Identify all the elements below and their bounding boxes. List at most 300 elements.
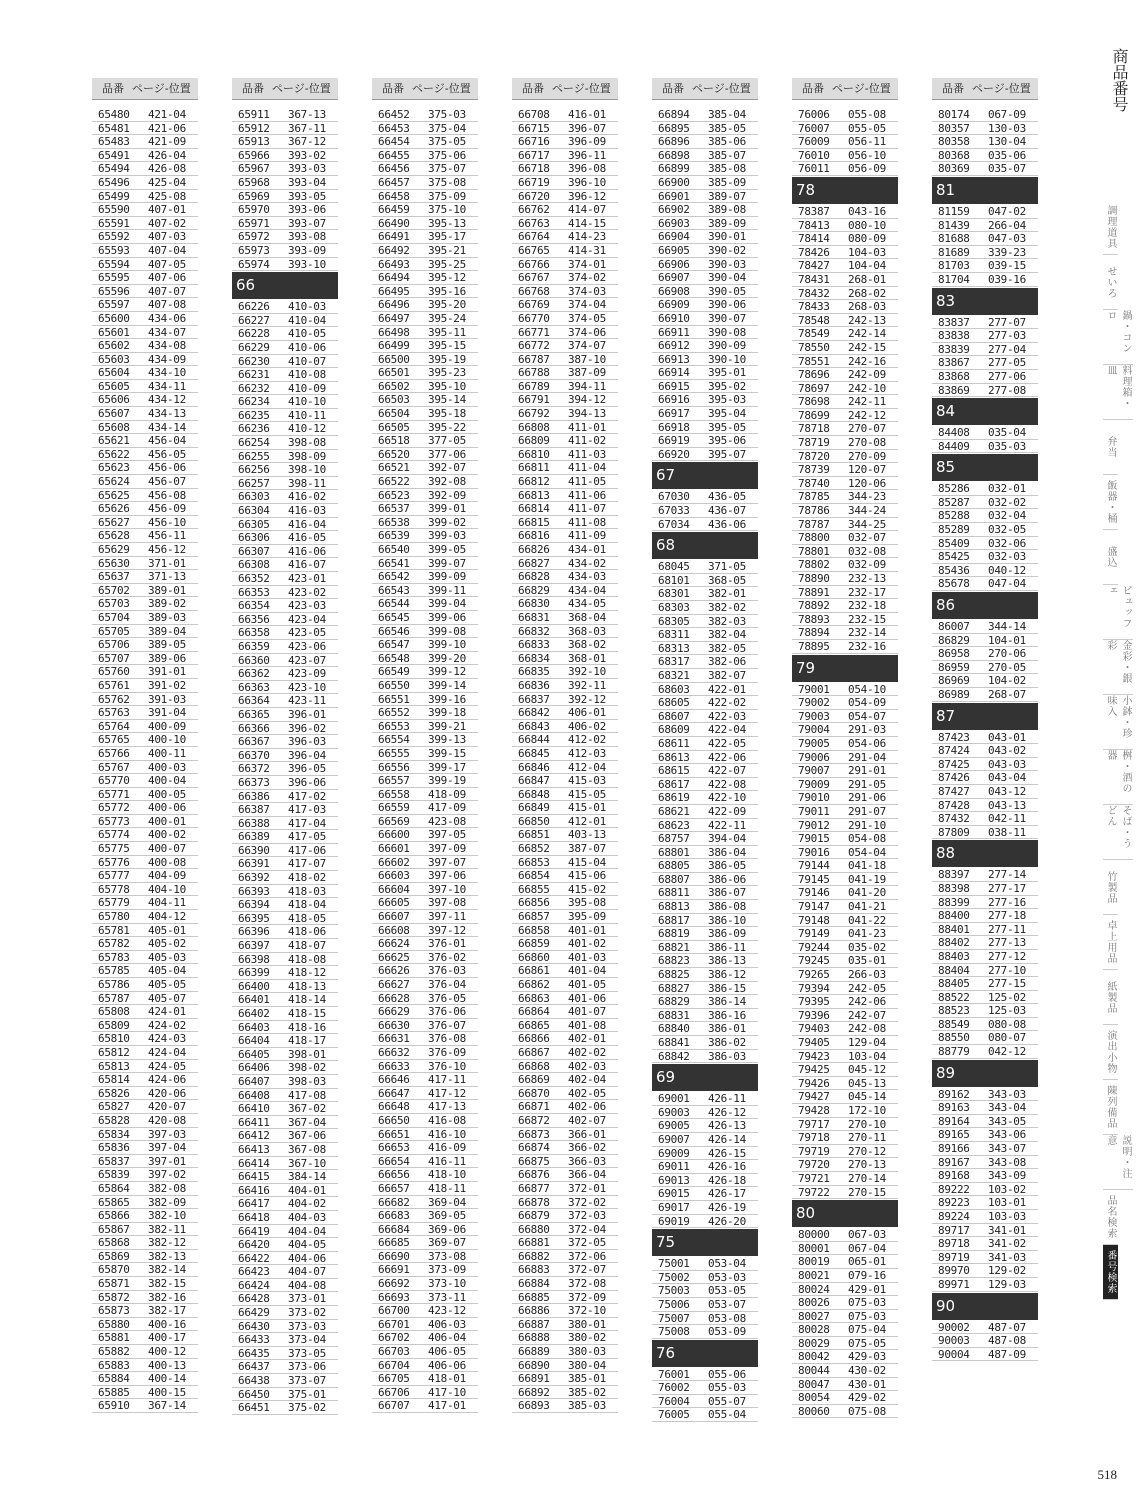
table-row <box>92 1155 198 1169</box>
table-row <box>512 353 618 367</box>
item-number: 86829 <box>938 633 970 647</box>
page-position: 426-15 <box>708 1146 746 1160</box>
table-row <box>512 856 618 870</box>
page-position: 396-09 <box>568 135 606 149</box>
table-row <box>512 1168 618 1182</box>
page-position: 374-05 <box>568 311 606 325</box>
table-row <box>652 1106 758 1120</box>
table-row <box>372 1263 478 1277</box>
page-position: 372-09 <box>568 1290 606 1304</box>
item-number: 66400 <box>238 979 270 993</box>
item-number: 65771 <box>98 787 130 801</box>
page-position: 291-01 <box>848 764 886 778</box>
page-position: 400-02 <box>148 828 186 842</box>
table-row <box>792 1378 898 1392</box>
item-number: 79720 <box>798 1158 830 1172</box>
table-row <box>232 258 338 272</box>
table-row <box>792 122 898 136</box>
table-row <box>232 1007 338 1021</box>
tab-1[interactable]: せいろ <box>1103 255 1118 310</box>
item-number: 66435 <box>238 1346 270 1360</box>
page-position: 054-08 <box>848 832 886 846</box>
item-number: 66546 <box>378 624 410 638</box>
table-row <box>512 421 618 435</box>
page-position: 396-03 <box>288 735 326 749</box>
table-row <box>652 285 758 299</box>
page-position: 407-07 <box>148 284 186 298</box>
table-row <box>232 966 338 980</box>
item-number: 66877 <box>518 1181 550 1195</box>
item-number: 78413 <box>798 218 830 232</box>
page-position: 387-09 <box>568 366 606 380</box>
table-row <box>372 1386 478 1400</box>
table-row <box>792 710 898 724</box>
table-row <box>932 1278 1038 1292</box>
tab-0[interactable]: 調理道具 <box>1103 200 1118 255</box>
table-row <box>232 558 338 572</box>
table-row <box>512 298 618 312</box>
table-row <box>372 557 478 571</box>
item-number: 66830 <box>518 597 550 611</box>
tab-9[interactable]: 小鉢・珍味入 <box>1103 695 1133 750</box>
page-position: 422-08 <box>708 777 746 791</box>
item-number: 78800 <box>798 531 830 545</box>
page-position: 047-03 <box>988 232 1026 246</box>
page-position: 410-10 <box>288 395 326 409</box>
page-position: 396-05 <box>288 762 326 776</box>
page-position: 385-07 <box>708 148 746 162</box>
item-number: 66647 <box>378 1086 410 1100</box>
page-position: 395-15 <box>428 339 466 353</box>
table-row <box>232 694 338 708</box>
table-row <box>792 832 898 846</box>
page-position: 291-06 <box>848 791 886 805</box>
page-position: 404-08 <box>288 1278 326 1292</box>
page-position: 032-03 <box>988 550 1026 564</box>
table-row <box>932 964 1038 978</box>
page-position: 417-07 <box>288 857 326 871</box>
item-number: 65601 <box>98 325 130 339</box>
table-row <box>792 450 898 464</box>
page-position: 372-02 <box>568 1195 606 1209</box>
page-position: 104-04 <box>848 259 886 273</box>
table-row <box>512 285 618 299</box>
page-position: 401-02 <box>568 937 606 951</box>
item-number: 66792 <box>518 407 550 421</box>
column-header <box>92 78 198 100</box>
table-row <box>512 149 618 163</box>
table-row <box>372 529 478 543</box>
page-position: 270-08 <box>848 436 886 450</box>
page-position: 417-11 <box>428 1073 466 1087</box>
table-row <box>232 176 338 190</box>
item-number: 65600 <box>98 311 130 325</box>
item-number: 68603 <box>658 682 690 696</box>
item-number: 69005 <box>658 1119 690 1133</box>
page-position: 405-01 <box>148 923 186 937</box>
column-header <box>232 78 338 100</box>
page-position: 343-09 <box>988 1169 1026 1183</box>
item-number: 86969 <box>938 674 970 688</box>
page-position: 416-04 <box>288 517 326 531</box>
page-position: 382-11 <box>148 1222 186 1236</box>
page-position: 399-11 <box>428 583 466 597</box>
table-row <box>512 1209 618 1223</box>
table-row <box>372 774 478 788</box>
page-position: 291-03 <box>848 723 886 737</box>
page-position: 393-06 <box>288 203 326 217</box>
tab-8[interactable]: 金彩・銀彩 <box>1103 640 1133 695</box>
table-row <box>92 1372 198 1386</box>
table-row <box>232 1333 338 1347</box>
table-row <box>372 788 478 802</box>
page-position: 418-09 <box>428 787 466 801</box>
page-position: 242-13 <box>848 313 886 327</box>
page-position: 374-03 <box>568 284 606 298</box>
table-row <box>792 1391 898 1405</box>
item-number: 66653 <box>378 1141 410 1155</box>
table-row <box>512 1060 618 1074</box>
page-position: 387-07 <box>568 842 606 856</box>
item-number: 66826 <box>518 543 550 556</box>
table-row <box>932 1004 1038 1018</box>
tab-14[interactable]: 紙製品 <box>1103 970 1118 1025</box>
item-number: 67034 <box>658 517 690 531</box>
page-position: 041-22 <box>848 913 886 927</box>
item-number: 65595 <box>98 271 130 285</box>
page-position: 386-07 <box>708 886 746 900</box>
item-number: 66234 <box>238 395 270 409</box>
item-number: 68623 <box>658 818 690 832</box>
page-position: 393-04 <box>288 175 326 189</box>
page-position: 397-06 <box>428 869 466 883</box>
table-row <box>512 883 618 897</box>
table-row <box>792 927 898 941</box>
table-row <box>372 339 478 353</box>
page-position: 426-11 <box>708 1092 746 1106</box>
item-number: 66521 <box>378 461 410 475</box>
page-position: 075-04 <box>848 1323 886 1337</box>
page-position: 382-16 <box>148 1290 186 1304</box>
page-position: 420-07 <box>148 1100 186 1114</box>
tab-16[interactable]: 陳列備品 <box>1103 1080 1118 1135</box>
item-number: 65491 <box>98 148 130 162</box>
table-row <box>652 642 758 656</box>
page-position: 402-06 <box>568 1100 606 1114</box>
table-row <box>932 523 1038 537</box>
page-position: 404-06 <box>288 1251 326 1265</box>
table-row <box>792 613 898 627</box>
table-row <box>372 312 478 326</box>
item-number: 68841 <box>658 1036 690 1049</box>
page-position: 375-04 <box>428 121 466 135</box>
table-row <box>652 1368 758 1382</box>
page-position: 389-06 <box>148 651 186 665</box>
table-row <box>932 564 1038 578</box>
page-position: 416-09 <box>428 1141 466 1155</box>
item-number: 66505 <box>378 420 410 434</box>
item-number: 66705 <box>378 1372 410 1386</box>
item-number: 65881 <box>98 1331 130 1345</box>
item-number: 68615 <box>658 764 690 778</box>
item-number: 66497 <box>378 311 410 325</box>
item-number: 65826 <box>98 1086 130 1100</box>
page-position: 400-10 <box>148 733 186 747</box>
item-number: 65785 <box>98 964 130 978</box>
table-row <box>512 176 618 190</box>
table-row <box>232 654 338 668</box>
page-position: 416-03 <box>288 504 326 518</box>
item-number: 66828 <box>518 570 550 584</box>
page-position: 434-07 <box>148 325 186 339</box>
table-row <box>792 300 898 314</box>
table-row <box>372 883 478 897</box>
item-number: 66860 <box>518 950 550 964</box>
table-row <box>232 1048 338 1062</box>
page-position: 374-06 <box>568 325 606 339</box>
item-number: 89222 <box>938 1182 970 1196</box>
page-position: 398-02 <box>288 1061 326 1075</box>
table-row <box>792 995 898 1009</box>
table-row <box>372 1209 478 1223</box>
item-number: 81159 <box>938 204 970 218</box>
page-position: 422-02 <box>708 696 746 710</box>
tab-6[interactable]: 盛込 <box>1103 530 1118 585</box>
table-row <box>932 356 1038 370</box>
item-number: 65812 <box>98 1045 130 1059</box>
item-number: 66607 <box>378 910 410 924</box>
item-number: 78696 <box>798 368 830 382</box>
item-number: 65880 <box>98 1317 130 1331</box>
page-position: 399-10 <box>428 638 466 652</box>
page-position: 418-01 <box>428 1372 466 1386</box>
page-position: 426-13 <box>708 1119 746 1133</box>
page-position: 400-05 <box>148 787 186 801</box>
page-position: 422-03 <box>708 709 746 723</box>
page-position: 032-07 <box>848 531 886 545</box>
page-position: 411-02 <box>568 434 606 448</box>
item-number: 66453 <box>378 121 410 135</box>
item-number: 66690 <box>378 1249 410 1263</box>
page-position: 371-05 <box>708 560 746 574</box>
table-row <box>232 1306 338 1320</box>
table-row <box>652 122 758 136</box>
page-position: 399-06 <box>428 610 466 624</box>
table-row <box>792 586 898 600</box>
item-number: 66852 <box>518 842 550 856</box>
table-row <box>652 1050 758 1064</box>
table-row <box>512 1019 618 1033</box>
table-row <box>792 572 898 586</box>
table-row <box>932 1156 1038 1170</box>
table-row <box>932 812 1038 826</box>
item-number: 83837 <box>938 315 970 329</box>
header-page-position: ページ-位置 <box>412 82 471 95</box>
tab-13[interactable]: 卓上用品 <box>1103 915 1118 970</box>
table-row <box>932 758 1038 772</box>
item-number: 66827 <box>518 556 550 570</box>
page-position: 421-04 <box>148 108 186 121</box>
page-position: 407-08 <box>148 298 186 312</box>
table-row <box>372 665 478 679</box>
item-number: 66365 <box>238 707 270 721</box>
table-row <box>512 1128 618 1142</box>
tab-2[interactable]: 鍋・コンロ <box>1103 310 1133 365</box>
table-row <box>372 516 478 530</box>
page-position: 040-12 <box>988 563 1026 577</box>
tab-7[interactable]: ビュッフェ <box>1103 585 1133 640</box>
page-position: 079-16 <box>848 1268 886 1282</box>
item-number: 81688 <box>938 232 970 246</box>
table-row <box>232 1320 338 1334</box>
page-position: 130-03 <box>988 121 1026 135</box>
page-position: 399-20 <box>428 651 466 665</box>
tab-15[interactable]: 演出小物 <box>1103 1025 1118 1080</box>
tab-3[interactable]: 料理箱・皿 <box>1103 365 1133 420</box>
item-number: 66873 <box>518 1127 550 1141</box>
tab-17[interactable]: 説明・注意 <box>1103 1135 1133 1190</box>
item-number: 65596 <box>98 284 130 298</box>
item-number: 66879 <box>518 1209 550 1223</box>
item-number: 68611 <box>658 736 690 750</box>
page-position: 423-10 <box>288 680 326 694</box>
item-number: 87424 <box>938 744 970 758</box>
page-position: 399-19 <box>428 774 466 788</box>
page-position: 399-02 <box>428 515 466 529</box>
page-position: 423-11 <box>288 694 326 708</box>
page-position: 380-04 <box>568 1358 606 1372</box>
page-position: 376-07 <box>428 1018 466 1032</box>
table-row <box>512 1399 618 1413</box>
item-number: 65864 <box>98 1181 130 1195</box>
item-number: 66491 <box>378 230 410 244</box>
page-position: 043-01 <box>988 730 1026 744</box>
page-position: 434-14 <box>148 420 186 434</box>
page-position: 399-05 <box>428 543 466 556</box>
table-row <box>232 572 338 586</box>
tab-19[interactable]: 番号検索 <box>1103 1245 1118 1300</box>
table-row <box>372 393 478 407</box>
table-row <box>792 1131 898 1145</box>
item-number: 66352 <box>238 572 270 585</box>
section-heading: 90 <box>932 1293 1038 1320</box>
page-position: 434-01 <box>568 543 606 556</box>
table-row <box>792 162 898 176</box>
page-position: 395-13 <box>428 216 466 230</box>
table-row <box>232 667 338 681</box>
page-position: 041-20 <box>848 886 886 900</box>
item-number: 66845 <box>518 746 550 760</box>
item-number: 68831 <box>658 1008 690 1022</box>
item-number: 66494 <box>378 271 410 285</box>
table-row <box>652 421 758 435</box>
table-row <box>652 149 758 163</box>
table-row <box>792 599 898 613</box>
table-row <box>652 751 758 765</box>
page-position: 103-04 <box>848 1049 886 1063</box>
page-position: 344-24 <box>848 504 886 518</box>
tab-10[interactable]: 桝・酒の器 <box>1103 750 1133 805</box>
table-row <box>792 1118 898 1132</box>
table-row <box>792 259 898 273</box>
item-number: 79009 <box>798 777 830 791</box>
table-row <box>232 912 338 926</box>
tab-18[interactable]: 品名検索 <box>1103 1190 1118 1245</box>
table-row <box>92 1291 198 1305</box>
item-number: 66631 <box>378 1032 410 1046</box>
table-row <box>512 964 618 978</box>
table-row <box>232 925 338 939</box>
item-number: 79011 <box>798 804 830 818</box>
item-number: 68313 <box>658 641 690 655</box>
page-position: 395-10 <box>428 379 466 393</box>
table-row <box>372 461 478 475</box>
page-position: 392-08 <box>428 475 466 489</box>
page-position: 395-09 <box>568 910 606 924</box>
item-number: 78785 <box>798 490 830 504</box>
page-position: 430-01 <box>848 1377 886 1391</box>
tab-11[interactable]: そば・うどん <box>1103 805 1133 860</box>
table-row <box>652 1160 758 1174</box>
table-row <box>92 366 198 380</box>
item-number: 66914 <box>658 366 690 380</box>
page-position: 406-03 <box>428 1317 466 1331</box>
tab-4[interactable]: 弁当 <box>1103 420 1118 475</box>
page-position: 404-01 <box>288 1183 326 1197</box>
page-position: 456-05 <box>148 447 186 461</box>
table-row <box>232 939 338 953</box>
table-row <box>652 669 758 683</box>
table-row <box>232 395 338 409</box>
table-row <box>232 1184 338 1198</box>
table-row <box>652 135 758 149</box>
item-number: 79719 <box>798 1144 830 1158</box>
table-row <box>372 896 478 910</box>
table-row <box>652 366 758 380</box>
page-position: 375-03 <box>428 108 466 121</box>
tab-12[interactable]: 竹製品 <box>1103 860 1118 915</box>
item-number: 85289 <box>938 523 970 537</box>
page-position: 380-02 <box>568 1331 606 1345</box>
table-row <box>512 774 618 788</box>
item-number: 66362 <box>238 667 270 681</box>
table-row <box>92 1386 198 1400</box>
item-number: 66370 <box>238 748 270 762</box>
table-row <box>652 448 758 462</box>
item-number: 66890 <box>518 1358 550 1372</box>
table-row <box>792 954 898 968</box>
page-position: 391-03 <box>148 692 186 706</box>
table-row <box>652 914 758 928</box>
table-row <box>652 271 758 285</box>
item-number: 66359 <box>238 639 270 653</box>
page-position: 397-04 <box>148 1141 186 1155</box>
item-number: 66835 <box>518 665 550 679</box>
item-number: 66908 <box>658 284 690 298</box>
page-position: 393-05 <box>288 189 326 203</box>
page-position: 418-03 <box>288 884 326 898</box>
page-position: 389-08 <box>708 203 746 217</box>
page-position: 395-02 <box>708 379 746 393</box>
tab-5[interactable]: 飯器・桶 <box>1103 475 1118 530</box>
page-position: 405-07 <box>148 991 186 1005</box>
page-position: 367-13 <box>288 108 326 121</box>
header-item-number: 品番 <box>802 82 824 95</box>
item-number: 66886 <box>518 1304 550 1318</box>
item-number: 79428 <box>798 1103 830 1117</box>
page-position: 035-03 <box>988 439 1026 453</box>
page-position: 043-04 <box>988 771 1026 785</box>
